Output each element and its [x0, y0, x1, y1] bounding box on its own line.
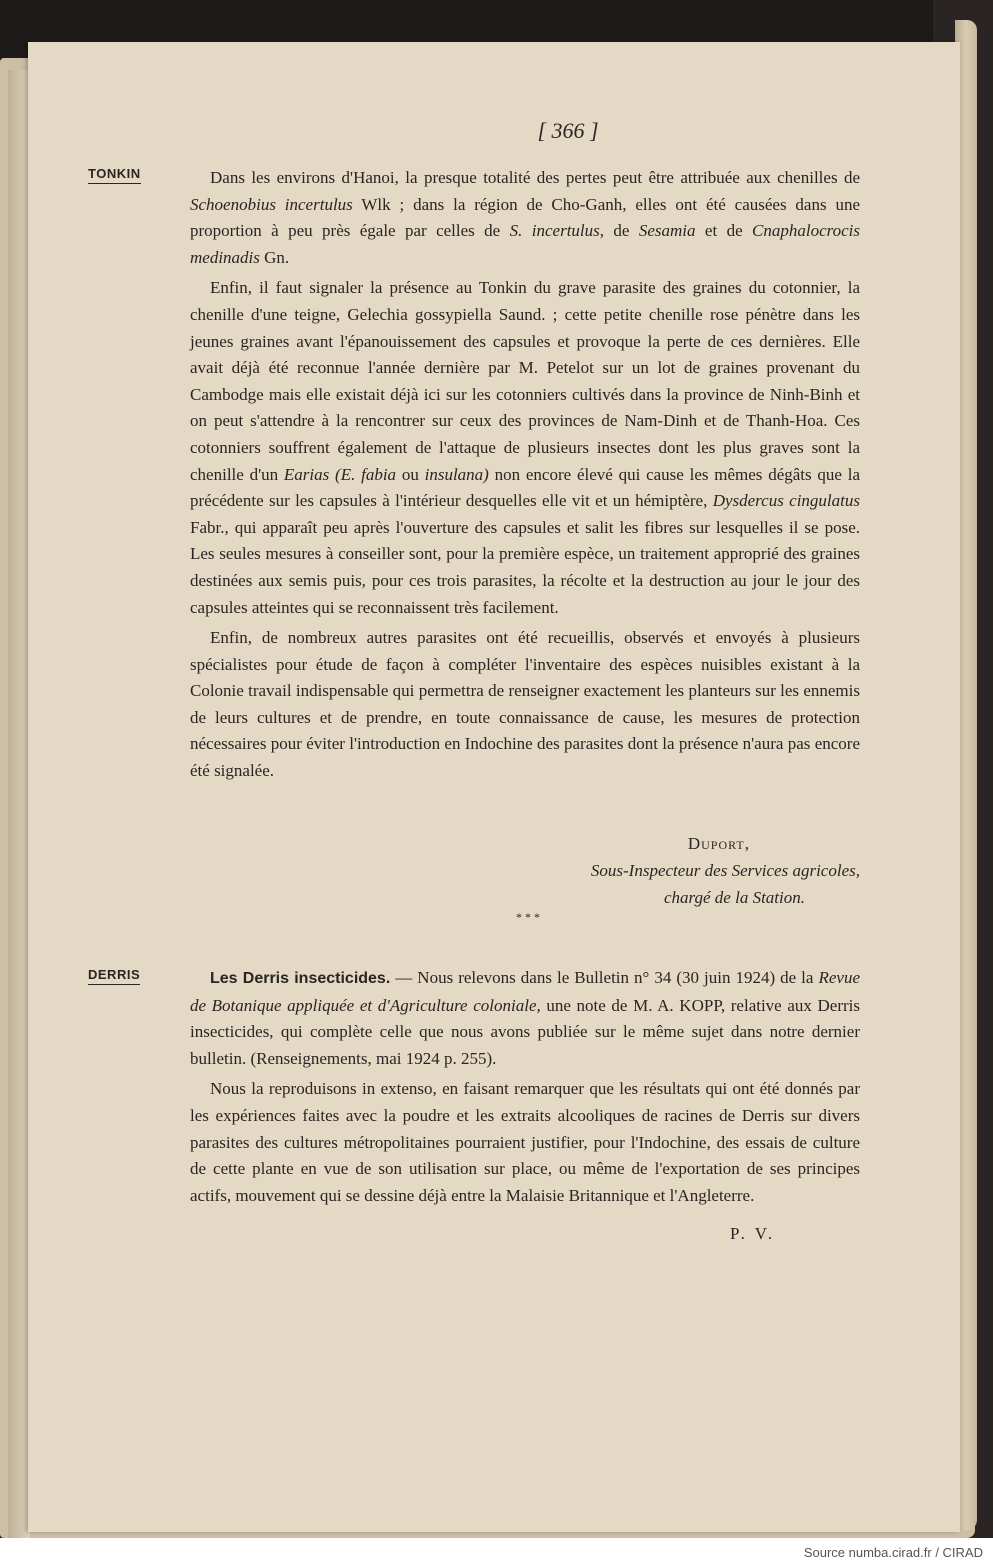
signature-role-2: chargé de la Station.	[663, 888, 805, 907]
signature-role-1: Sous-Inspecteur des Services agricoles,	[590, 861, 860, 880]
derris-paragraph-2: Nous la reproduisons in extenso, en faisant remarquer que les résultats qui ont été donnés par les expériences faites avec la poudre et les extraits alcooliques de racines de Derris sur divers parasites des cultures métropolitaines pourraient justifier, pour l'Indochine, des essais de culture de cette plante en vue de son utilisation sur place, ou même de l'exportation de ses principes actifs, mouvement qui se dessine déjà entre la Malaisie Britannique et l'Angleterre.	[190, 1079, 860, 1205]
page-edge-left	[8, 70, 30, 1540]
tonkin-paragraph-3: Enfin, de nombreux autres parasites ont été recueillis, observés et envoyés à plusieurs spécialistes pour étude de façon à compléter l'inventaire des espèces nuisibles existant à la Colonie travail indispensable qui permettra de renseigner exactement les planteurs sur les ennemis de leurs cultures et de prendre, en toute connaissance de cause, les mesures de protection nécessaires pour éviter l'introduction en Indochine des parasites dont la présence n'aura pas encore été signalée.	[190, 628, 860, 781]
tonkin-paragraph-1: Dans les environs d'Hanoi, la presque totalité des pertes peut être attribuée aux chenilles de Schoenobius incertulus Wlk ; dans la région de Cho-Ganh, elles ont été causées dans une proportion à peu près égale par celles de S. incertulus, de Sesamia et de Cnaphalocrocis medinadis Gn.	[190, 168, 860, 267]
signature-block	[500, 830, 860, 911]
derris-paragraph-1: Les Derris insecticides. — Nous relevons dans le Bulletin n° 34 (30 juin 1924) de la Revue de Botanique appliquée et d'Agriculture coloniale, une note de M. A. KOPP, relative aux Derris insecticides, qui complète celle que nous avons publiée sur le même sujet dans notre dernier bulletin. (Renseignements, mai 1924 p. 255).	[190, 968, 861, 1068]
tonkin-paragraph-2: Enfin, il faut signaler la présence au Tonkin du grave parasite des graines du cotonnier, la chenille d'une teigne, Gelechia gossypiella Saund. ; cette petite chenille rose pénètre dans les jeunes graines avant l'épanouissement des capsules et provoque la perte de ces dernières. Elle avait déjà été reconnue l'année dernière par M. Petelot sur un lot de graines provenant du Cambodge mais elle existait déjà ici sur les cotonniers cultivés dans la province de Ninh-Binh et on peut s'attendre à la rencontrer sur ceux des provinces de Nam-Dinh et de Thanh-Hoa. Ces cotonniers souffrent également de l'attaque de plusieurs insectes dont les plus graves sont la chenille d'un Earias (E. fabia ou insulana) non encore élevé qui cause les mêmes dégâts que la précédente sur les capsules à l'intérieur desquelles elle vit et un hémiptère, Dysdercus cingulatus Fabr., qui apparaît peu après l'ouverture des capsules et salit les fibres sur lesquelles il se pose. Les seules mesures à conseiller sont, pour la première espèce, un traitement approprié des graines destinées aux semis puis, pour ces trois parasites, la récolte et la destruction au jour le jour des capsules atteintes qui se reconnaissent très facilement.	[190, 278, 860, 617]
source-credit: Source numba.cirad.fr / CIRAD	[803, 1545, 983, 1560]
author-initials: P. V.	[730, 1224, 776, 1243]
section-separator: * * *	[516, 910, 540, 924]
margin-label-derris: DERRIS	[88, 967, 140, 985]
margin-label-tonkin: TONKIN	[88, 166, 141, 184]
tonkin-section	[190, 165, 860, 789]
derris-section	[190, 965, 860, 1213]
page-number: [ 366 ]	[537, 118, 599, 143]
derris-heading: Les Derris insecticides.	[210, 970, 391, 987]
signature-name: Duport,	[687, 834, 750, 853]
